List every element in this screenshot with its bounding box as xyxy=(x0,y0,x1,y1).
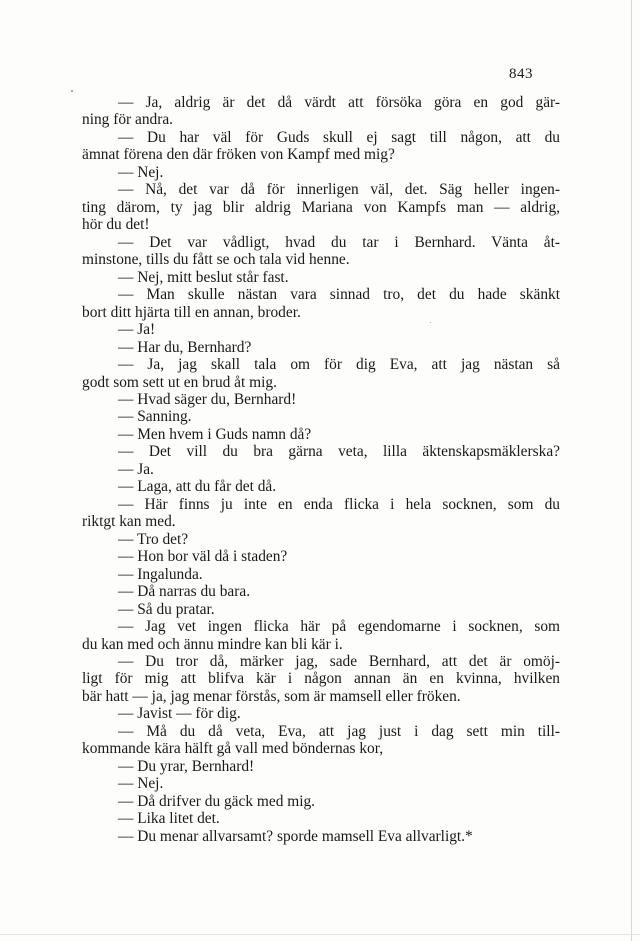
text-line: — Må du då veta, Eva, att jag just i dag sett min till- xyxy=(118,722,560,740)
text-line: — Jag vet ingen flicka här på egendomarne i socknen, som xyxy=(118,618,560,636)
text-line: — Tro det? xyxy=(118,530,189,548)
text-line: — Har du, Bernhard? xyxy=(118,338,252,356)
text-line: — Nej, mitt beslut står fast. xyxy=(118,268,289,286)
text-line: riktgt kan med. xyxy=(82,513,176,531)
text-line: — Hvad säger du, Bernhard! xyxy=(118,390,297,408)
text-line: — Det var vådligt, hvad du tar i Bernhard. Vänta åt- xyxy=(118,233,560,251)
text-line: — Ja. xyxy=(118,460,154,478)
text-line: — Lika litet det. xyxy=(118,810,220,828)
text-line: bär hatt — ja, jag menar förstås, som är mamsell eller fröken. xyxy=(82,687,461,705)
text-line: minstone, tills du fått se och tala vid henne. xyxy=(82,251,350,269)
text-line: hör du det! xyxy=(82,216,150,234)
text-line: — Nå, det var då för innerligen väl, det. Säg heller ingen- xyxy=(118,181,560,199)
text-line: ligt för mig att blifva kär i någon annan än en kvinna, hvilken xyxy=(82,670,560,688)
text-line: — Man skulle nästan vara sinnad tro, det du hade skänkt xyxy=(118,286,560,304)
text-line: — Ingalunda. xyxy=(118,565,203,583)
print-speck xyxy=(71,90,73,92)
text-line: — Det vill du bra gärna veta, lilla äktenskapsmäklerska? xyxy=(118,443,560,461)
page-edge-right xyxy=(631,0,632,941)
text-line: du kan med och ännu mindre kan bli kär i. xyxy=(82,635,343,653)
text-line: — Då narras du bara. xyxy=(118,583,251,601)
text-line: ämnat förena den där fröken von Kampf med mig? xyxy=(82,146,395,164)
text-line: — Sanning. xyxy=(118,408,192,426)
page-number: 843 xyxy=(509,66,533,82)
text-line: — Då drifver du gäck med mig. xyxy=(118,792,316,810)
text-line: — Ja! xyxy=(118,321,156,339)
text-line: bort ditt hjärta till en annan, broder. xyxy=(82,303,301,321)
text-line: — Ja, jag skall tala om för dig Eva, att jag nästan så xyxy=(118,356,560,374)
text-line: — Laga, att du får det då. xyxy=(118,478,277,496)
text-line: — Du tror då, märker jag, sade Bernhard, att det är omöj- xyxy=(118,653,560,670)
page-edge-bottom xyxy=(0,934,640,935)
text-line: — Nej. xyxy=(118,163,164,181)
text-line: — Javist — för dig. xyxy=(118,705,241,723)
text-line: godt som sett ut en brud åt mig. xyxy=(82,373,277,391)
text-line: — Så du pratar. xyxy=(118,600,215,618)
text-line: — Ja, aldrig är det då värdt att försöka göra en god gär- xyxy=(118,94,560,111)
text-line: — Men hvem i Guds namn då? xyxy=(118,425,312,443)
text-line: — Du menar allvarsamt? sporde mamsell Eva allvarligt.* xyxy=(118,827,473,845)
text-line: — Här finns ju inte en enda flicka i hela socknen, som du xyxy=(118,495,560,513)
text-line: — Hon bor väl då i staden? xyxy=(118,548,288,566)
body-text xyxy=(82,94,560,845)
text-line: ting därom, ty jag blir aldrig Mariana von Kampfs man — aldrig, xyxy=(82,198,560,216)
text-line: — Du har väl för Guds skull ej sagt till någon, att du xyxy=(118,128,560,146)
text-line: — Nej. xyxy=(118,775,164,793)
text-line: — Du yrar, Bernhard! xyxy=(118,757,255,775)
text-line: ning för andra. xyxy=(82,111,174,129)
text-line: kommande kära hälft gå vall med böndernas kor, xyxy=(82,740,384,758)
